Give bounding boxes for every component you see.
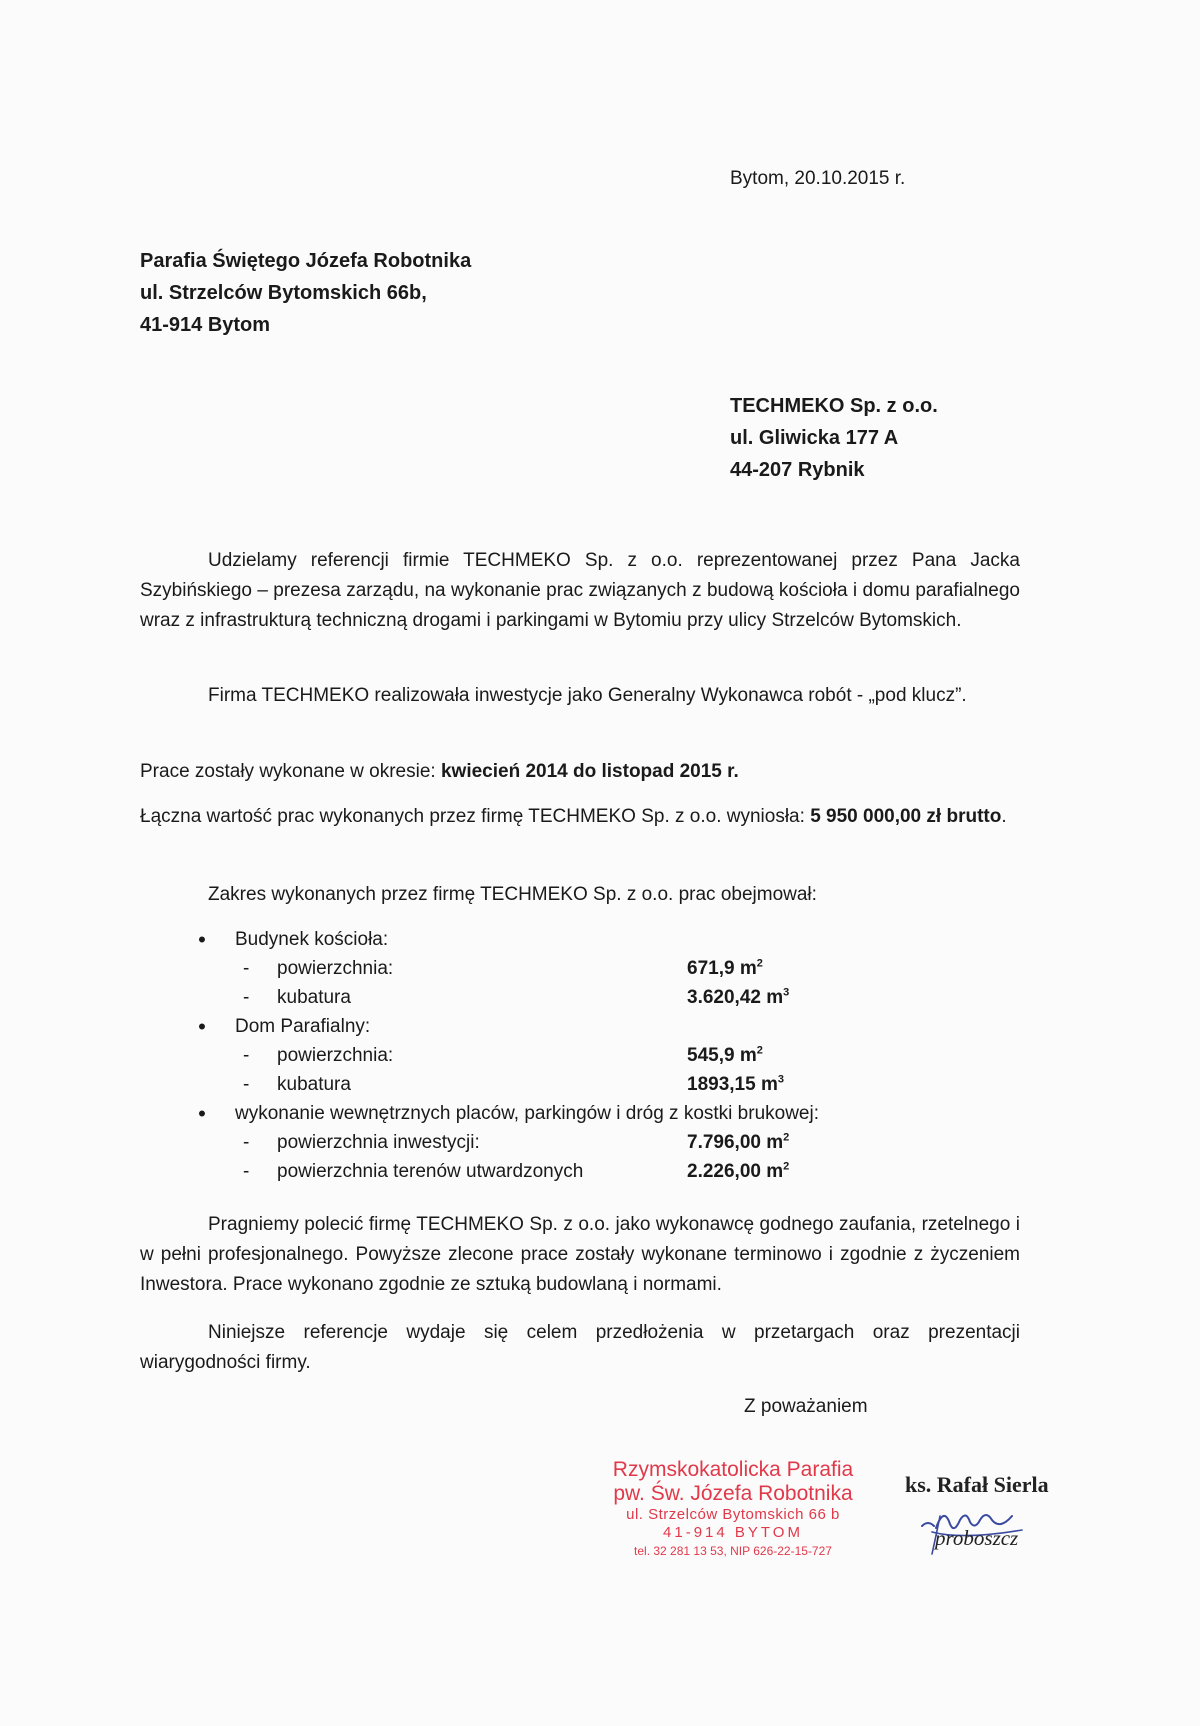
signer-role: proboszcz [935, 1526, 1019, 1550]
scope-intro-text: Zakres wykonanych przez firmę TECHMEKO Sp. z o.o. prac obejmował: [208, 884, 817, 905]
paragraph-reference [140, 546, 1020, 636]
church-area-value: 671,9 $m^2$ [687, 957, 763, 979]
stamp-line-patron: pw. Św. Józefa Robotnika [613, 1482, 853, 1505]
stamp-line-parish: Rzymskokatolicka Parafia [612, 1458, 854, 1481]
house-volume-value: 1893,15 $m^3$ [687, 1073, 784, 1095]
stamp-line-street: ul. Strzelców Bytomskich 66 b [626, 1506, 840, 1523]
dash-marker: - [243, 1161, 250, 1182]
paragraph-reference-text: Udzielamy referencji firmie TECHMEKO Sp. z o.o. reprezentowanej przez Pana Jacka Szybińskiego – prezesa zarządu, na wykonanie prac związanych z budową kościoła i domu parafialnego wraz z infrastrukturą techniczną drogami i parkingami w Bytomiu przy ulicy Strzelców Bytomskich. [140, 550, 1020, 631]
recipient-city: 44-207 Rybnik [730, 459, 865, 481]
house-volume-label: kubatura [277, 1074, 351, 1095]
list-item [195, 1157, 995, 1186]
paragraph-recommendation [140, 1210, 1020, 1300]
dash-marker: - [243, 987, 250, 1008]
dash-marker: - [243, 1045, 250, 1066]
sender-name: Parafia Świętego Józefa Robotnika [140, 250, 472, 272]
list-item [195, 983, 995, 1012]
list-item [195, 1012, 995, 1041]
dash-marker: - [243, 1074, 250, 1095]
paragraph-contractor-text: Firma TECHMEKO realizowała inwestycje jako Generalny Wykonawca robót - „pod klucz”. [208, 685, 967, 706]
paragraph-total-value [140, 802, 1020, 832]
stamp-line-city: 41-914 BYTOM [663, 1524, 803, 1541]
parish-stamp [588, 1458, 878, 1560]
church-area-label: powierzchnia: [277, 958, 394, 979]
paved-area-label: powierzchnia terenów utwardzonych [277, 1161, 584, 1182]
list-item [195, 1128, 995, 1157]
house-area-label: powierzchnia: [277, 1045, 394, 1066]
list-item [195, 925, 995, 954]
sender-street: ul. Strzelców Bytomskich 66b, [140, 282, 427, 304]
list-item [195, 1041, 995, 1070]
period-value: kwiecień 2014 do listopad 2015 r. [440, 761, 739, 782]
bullet-icon: • [198, 1014, 206, 1039]
list-item [195, 1070, 995, 1099]
letter-date: Bytom, 20.10.2015 r. [730, 168, 906, 189]
total-suffix: . [1001, 806, 1007, 827]
total-label: Łączna wartość prac wykonanych przez firmę TECHMEKO Sp. z o.o. wyniosła: [140, 806, 811, 827]
list-item [195, 954, 995, 983]
bullet-icon: • [198, 1101, 206, 1126]
investment-area-label: powierzchnia inwestycji: [277, 1132, 480, 1153]
dash-marker: - [243, 958, 250, 979]
recipient-address [730, 390, 938, 486]
paragraph-period [140, 757, 1020, 787]
church-volume-value: 3.620,42 $m^3$ [687, 986, 790, 1008]
scope-item-church: Budynek kościoła: [235, 929, 389, 950]
list-item [195, 1099, 995, 1128]
period-label: Prace zostały wykonane w okresie: [140, 761, 441, 782]
scope-item-paving: wykonanie wewnętrznych placów, parkingów i dróg z kostki brukowej: [235, 1103, 819, 1124]
dash-marker: - [243, 1132, 250, 1153]
church-volume-label: kubatura [277, 987, 351, 1008]
house-area-value: 545,9 $m^2$ [687, 1044, 763, 1066]
recipient-street: ul. Gliwicka 177 A [730, 427, 899, 449]
sender-city: 41-914 Bytom [140, 314, 271, 336]
total-value: 5 950 000,00 zł brutto [810, 806, 1002, 827]
scope-list [195, 925, 995, 1186]
investment-area-value: 7.796,00 $m^2$ [687, 1131, 790, 1153]
closing-salutation: Z poważaniem [744, 1396, 868, 1417]
scope-item-parish-house: Dom Parafialny: [235, 1016, 371, 1037]
bullet-icon: • [198, 927, 206, 952]
signer-name: ks. Rafał Sierla [905, 1472, 1049, 1497]
paragraph-contractor [140, 681, 1020, 711]
recipient-name: TECHMEKO Sp. z o.o. [730, 395, 938, 417]
paved-area-value: 2.226,00 $m^2$ [687, 1160, 790, 1182]
stamp-line-contact: tel. 32 281 13 53, NIP 626-22-15-727 [634, 1544, 832, 1558]
paragraph-scope-intro [140, 880, 1020, 910]
paragraph-purpose [140, 1318, 1020, 1378]
purpose-text: Niniejsze referencje wydaje się celem przedłożenia w przetargach oraz prezentacji wiarygodności firmy. [140, 1322, 1020, 1373]
sender-address [140, 245, 471, 341]
recommendation-text: Pragniemy polecić firmę TECHMEKO Sp. z o.o. jako wykonawcę godnego zaufania, rzetelnego i w pełni profesjonalnego. Powyższe zlecone prace zostały wykonane terminowo i zgodnie z życzeniem Inwestora. Prace wykonano zgodnie ze sztuką budowlaną i normami. [140, 1214, 1020, 1295]
